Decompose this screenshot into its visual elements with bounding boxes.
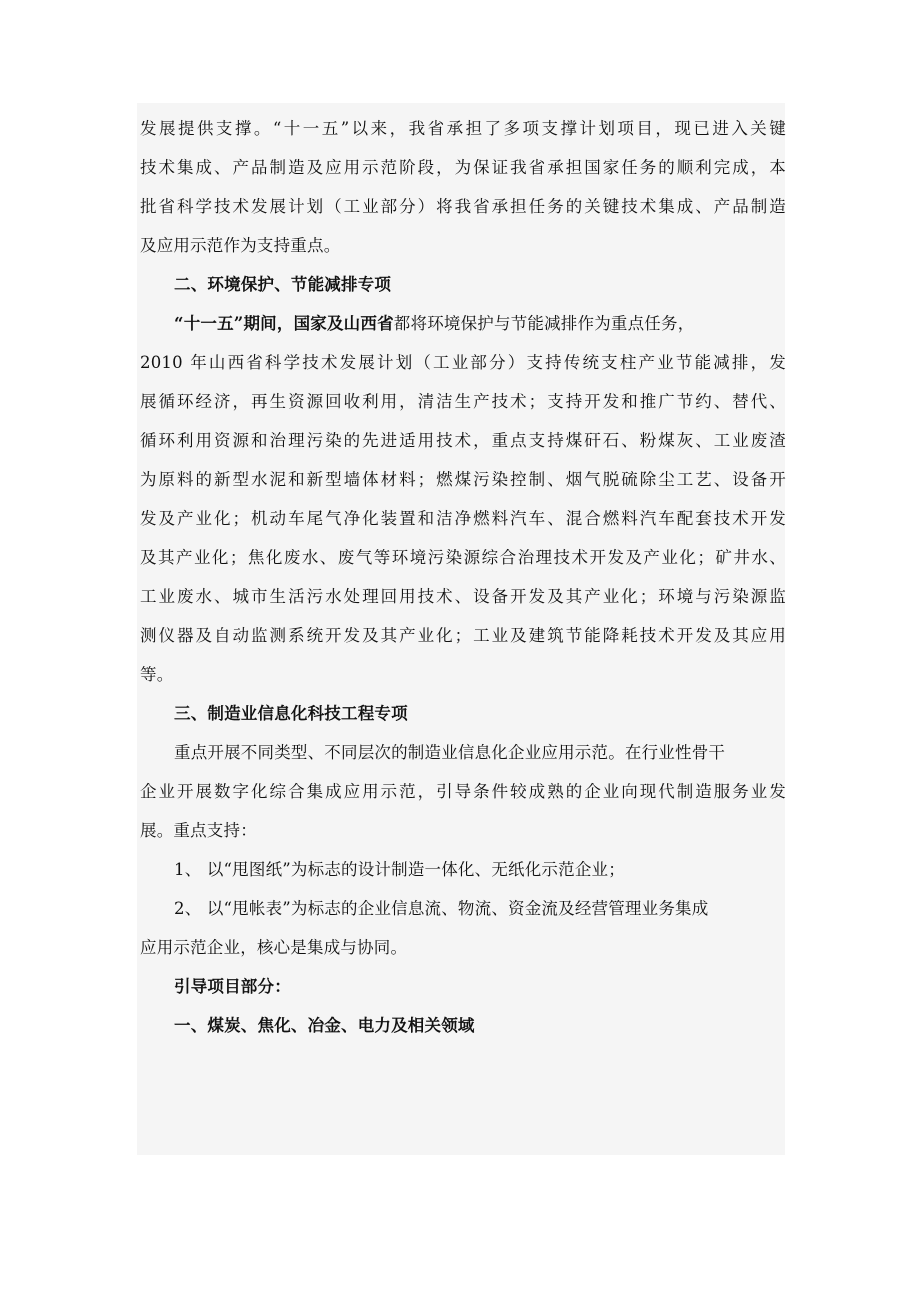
section-heading-environment: 二、环境保护、节能减排专项 — [174, 275, 392, 294]
paragraph-1-line-4: 及应用示范作为支持重点。 — [140, 236, 341, 255]
section-heading-manufacturing: 三、制造业信息化科技工程专项 — [174, 704, 408, 723]
paragraph-2-line-3: 展循环经济，再生资源回收利用，清洁生产技术；支持开发和推广节约、替代、 — [140, 392, 786, 411]
paragraph-2-line-1-rest: 都将环境保护与节能减排作为重点任务， — [393, 314, 695, 333]
paragraph-2-line-1 — [140, 304, 790, 343]
paragraph-2-line-8: 工业废水、城市生活污水处理回用技术、设备开发及其产业化；环境与污染源监 — [140, 587, 786, 606]
document-body — [140, 109, 790, 1045]
paragraph-2-bold-lead: “十一五”期间，国家及山西省 — [174, 314, 394, 333]
paragraph-2-line-2: 2010 年山西省科学技术发展计划（工业部分）支持传统支柱产业节能减排，发 — [140, 353, 786, 372]
list-item-1: 1、 以“甩图纸”为标志的设计制造一体化、无纸化示范企业； — [174, 860, 625, 879]
paragraph-3-line-3: 展。重点支持： — [140, 821, 257, 840]
paragraph-2-line-7: 及其产业化；焦化废水、废气等环境污染源综合治理技术开发及产业化；矿井水、 — [140, 548, 786, 567]
list-item-2-line-2: 应用示范企业，核心是集成与协同。 — [140, 938, 408, 957]
paragraph-3-line-2: 企业开展数字化综合集成应用示范，引导条件较成熟的企业向现代制造服务业发 — [140, 782, 786, 801]
paragraph-2-line-9: 测仪器及自动监测系统开发及其产业化；工业及建筑节能降耗技术开发及其应用 — [140, 626, 786, 645]
paragraph-2-line-5: 为原料的新型水泥和新型墙体材料；燃煤污染控制、烟气脱硫除尘工艺、设备开 — [140, 470, 786, 489]
paragraph-2-line-6: 发及产业化；机动车尾气净化装置和洁净燃料汽车、混合燃料汽车配套技术开发 — [140, 509, 786, 528]
paragraph-1-line-3: 批省科学技术发展计划（工业部分）将我省承担任务的关键技术集成、产品制造 — [140, 197, 786, 216]
paragraph-1-line-2: 技术集成、产品制造及应用示范阶段，为保证我省承担国家任务的顺利完成，本 — [140, 158, 786, 177]
paragraph-2-line-4: 循环利用资源和治理污染的先进适用技术，重点支持煤矸石、粉煤灰、工业废渣 — [140, 431, 786, 450]
section-heading-coal-coking: 一、煤炭、焦化、冶金、电力及相关领域 — [174, 1016, 475, 1035]
paragraph-1-line-1: 发展提供支撑。“十一五”以来，我省承担了多项支撑计划项目，现已进入关键 — [140, 119, 786, 138]
paragraph-3-line-1: 重点开展不同类型、不同层次的制造业信息化企业应用示范。在行业性骨干 — [174, 743, 726, 762]
section-heading-guided-projects: 引导项目部分： — [174, 977, 291, 996]
paragraph-2-line-10: 等。 — [140, 665, 174, 684]
list-item-2-line-1: 2、 以“甩帐表”为标志的企业信息流、物流、资金流及经营管理业务集成 — [174, 899, 709, 918]
